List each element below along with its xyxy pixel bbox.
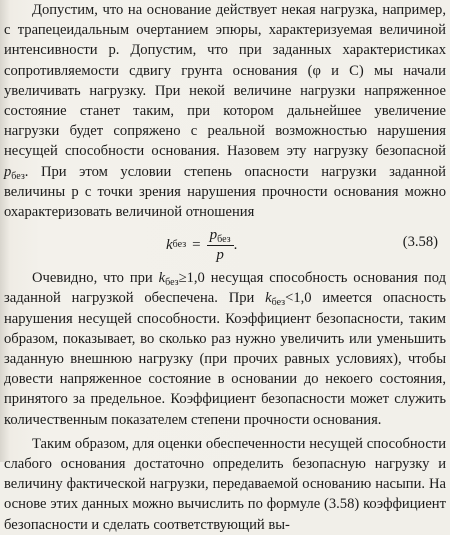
paragraph-1-text-after: . При этом условии степень опасности нагрузки заданной величины p с точки зрения нарушения прочности основания можно охарактеризовать величиной отношения [4, 163, 446, 221]
formula-numerator [207, 227, 234, 246]
p-bez-var: p [4, 163, 12, 180]
paragraph-2-t3: <1,0 имеется опасность нарушения несущей способности. Коэффициент безопасности, таким образом, показывает, во сколько раз нужно увеличить или уменьшить заданную внешнюю нагрузку (при прочих равных условиях), чтобы довести напряженное состояние в основании до некоего состояния, принятого за предельное. Коэффициент безопасности может служить количественным показателем степени прочности основания. [4, 290, 446, 428]
paragraph-1 [4, 0, 446, 222]
formula-num-var: p [209, 226, 218, 243]
paragraph-2 [4, 268, 446, 430]
k-bez-sub-1: без [165, 277, 179, 289]
formula-lhs-var: k [166, 236, 173, 253]
k-bez-sub-2: без [271, 297, 286, 309]
formula-3-58: k без = $\frac{p_{без}}{p}$ . [166, 226, 238, 263]
formula-denominator [216, 246, 224, 264]
paragraph-1-text: Допустим, что на основание действует некая нагрузка, например, с трапецеидальным очертанием эпюры, характеризуемая величиной интенсивности p. Допустим, что при заданных характеристиках сопротивляемости сдвигу грунта основания (φ и C) мы начали увеличивать нагрузку. При некой величине нагрузки напряженное состояние станет таким, при котором дальнейшее увеличение нагрузки будет сопряжено с реальной возможностью нарушения несущей способности основания. Назовем эту нагрузку безопасной [4, 2, 446, 160]
formula-equals: = [192, 236, 201, 253]
paragraph-2-t1: Очевидно, что при [32, 270, 153, 287]
formula-row [4, 222, 446, 268]
formula-period: . [233, 236, 238, 253]
formula-fraction [207, 227, 234, 264]
k-bez-var-2: k [265, 290, 272, 307]
equation-number: (3.58) [402, 234, 438, 251]
k-bez-var-1: k [158, 270, 166, 287]
paragraph-2-t2: ≥1,0 несущая способность основания под заданной нагрузкой обеспечена. При [4, 270, 446, 307]
formula-num-sub: без [217, 233, 231, 245]
paragraph-3-text: Таким образом, для оценки обеспеченности несущей способности слабого основания достаточно определить безопасную нагрузку и величину фактической нагрузки, передаваемой основанию насыпи. На основе этих данных можно вычислить по формуле (3.58) коэффициент безопасности и сделать соответствующий вы- [4, 435, 446, 533]
formula-den-var: p [216, 246, 224, 263]
p-bez-sub: без [11, 170, 25, 182]
paragraph-3 [4, 434, 446, 535]
